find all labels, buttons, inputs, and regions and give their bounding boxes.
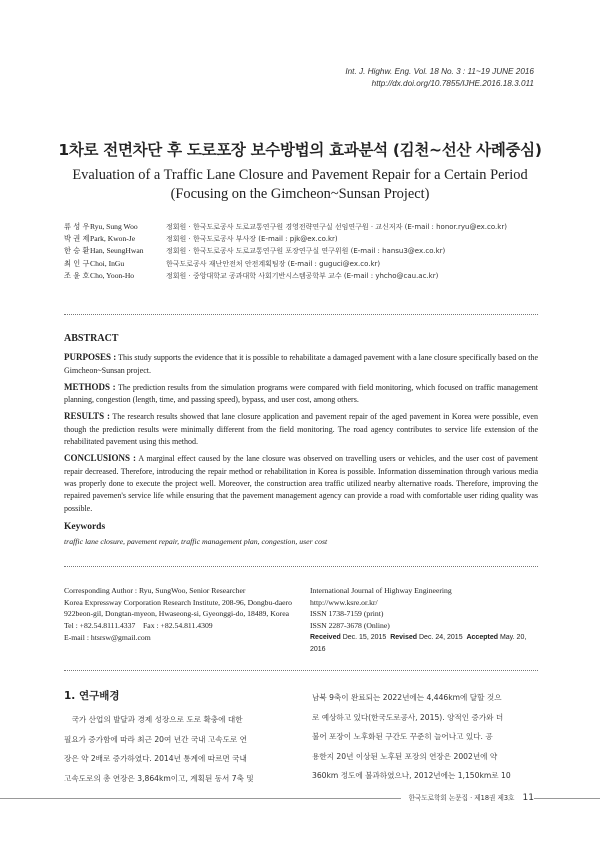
- author-affiliation: 한국도로공사 재난안전처 안전계획팀장 (E-mail : guguci@ex.co.kr): [166, 259, 381, 268]
- article-dates: [310, 632, 540, 655]
- body-line: 불어 포장이 노후화된 구간도 꾸준히 늘어나고 있다. 공: [312, 732, 493, 742]
- body-column-right: [312, 688, 538, 786]
- author-row: [64, 258, 507, 270]
- purposes-label: PURPOSES :: [64, 352, 117, 363]
- body-line: 360km 정도에 불과하였으나, 2012년에는 1,150km로 10: [312, 771, 511, 781]
- author-name-english: Han, SeungHwan: [90, 246, 144, 256]
- methods-text: The prediction results from the simulation programs were compared with field monitoring, which focused on traffic management planning, congestion (length, time, and passing speed), bypass, and user cost, among others.: [64, 382, 538, 405]
- keywords-heading: Keywords: [64, 521, 106, 532]
- keywords-text: traffic lane closure, pavement repair, traffic management plan, congestion, user cost: [64, 537, 328, 547]
- author-row: [64, 270, 507, 282]
- title-korean: 1차로 전면차단 후 도로포장 보수방법의 효과분석 (김천~선산 사례중심): [58, 141, 542, 159]
- title-english-line1: Evaluation of a Traffic Lane Closure and Pavement Repair for a Certain Period: [72, 167, 528, 183]
- methods-label: METHODS :: [64, 381, 116, 392]
- author-affiliation: 정회원 · 한국도로공사 도로교통연구원 포장연구실 연구위원 (E-mail : hansu3@ex.co.kr): [166, 247, 446, 256]
- results-text: The research results showed that lane closure application and pavement repair of the aged pavement in Korea were possible, even though the prediction results were minimally different from the field monitoring. The road agency contributes to service life extension of the rehabilitated pavement using this method.: [64, 412, 538, 447]
- conclusions-text: A marginal effect caused by the lane closure was observed on travelling users or vehicles, and the user cost of pavement repair decreased. Therefore, introducing the repair method or rehabilitation in Korea is possible. Information dissemination through various media was properly done to execute the project well. Moreover, the construction area traffic utilized nearby alternative roads. Therefore, improving the repaired pavemen's service life while ensuring that the pavement management agency can provide a road with comfortable user riding quality was possible.: [64, 454, 538, 513]
- abstract-results: [64, 410, 538, 448]
- body-line: 장은 약 2배로 증가하였다. 2014년 통계에 따르면 국내: [64, 754, 247, 764]
- revised-label: Revised: [390, 633, 418, 641]
- author-affiliation: 정회원 · 한국도로공사 부사장 (E-mail : pjk@ex.co.kr): [166, 235, 338, 244]
- page-number: 11: [522, 793, 534, 803]
- body-line: 남북 9축이 완료되는 2022년에는 4,446km에 달할 것으: [312, 693, 502, 702]
- body-line: 용한지 20년 이상된 노후된 포장의 연장은 2002년에 약: [312, 751, 498, 761]
- journal-name: International Journal of Highway Engineering: [310, 586, 452, 595]
- section-heading: 1. 연구배경: [64, 690, 120, 702]
- body-column-left: [64, 710, 290, 788]
- footer-text: [401, 790, 534, 807]
- author-name-english: Park, Kwon-Je: [90, 234, 136, 244]
- issn-online: ISSN 2287-3678 (Online): [310, 621, 390, 631]
- author-name-korean: 류 성 우: [64, 222, 90, 231]
- author-name-english: Cho, Yoon-Ho: [90, 270, 135, 280]
- page-footer: [0, 787, 600, 811]
- corr-line: 922beon-gil, Dongtan-myeon, Hwaseong-si, Gyeonggi-do, 18489, Korea: [64, 609, 290, 619]
- journal-url[interactable]: http://www.ksre.or.kr/: [310, 597, 378, 607]
- divider-bottom: [64, 670, 538, 671]
- doi-link[interactable]: http://dx.doi.org/10.7855/IJHE.2016.18.3.011: [371, 79, 534, 88]
- title-english: [0, 166, 600, 204]
- results-label: RESULTS :: [64, 411, 110, 422]
- abstract-purposes: [64, 351, 538, 377]
- author-name-korean: 박 권 제: [64, 234, 90, 244]
- author-row: [64, 221, 507, 233]
- abstract-heading: ABSTRACT: [64, 333, 119, 344]
- body-line: 필요가 증가함에 따라 최근 20여 년간 국내 고속도로 연: [64, 734, 248, 744]
- author-name-english: Ryu, Sung Woo: [90, 222, 138, 231]
- author-affiliation: 정회원 · 중앙대학교 공과대학 사회기반시스템공학부 교수 (E-mail : yhcho@cau.ac.kr): [166, 271, 439, 280]
- purposes-text: This study supports the evidence that it is possible to rehabilitate a damaged pavement with a lane closure specifically based on the Gimcheon~Sunsan project.: [64, 353, 538, 375]
- received-label: Received: [310, 633, 341, 641]
- author-list: [64, 221, 507, 282]
- abstract-section: [64, 333, 538, 548]
- accepted-date: May. 20, 2016: [310, 633, 527, 653]
- journal-citation: Int. J. Highw. Eng. Vol. 18 No. 3 : 11~19 JUNE 2016: [345, 67, 534, 76]
- title-english-line2: (Focusing on the Gimcheon~Sunsan Project): [170, 186, 430, 202]
- corr-email[interactable]: E-mail : htsrsw@gmail.com: [64, 632, 151, 642]
- footer-journal: 한국도로학회 논문집 · 제18권 제3호: [408, 794, 515, 802]
- body-line: 국가 산업의 발달과 경제 성장으로 도로 확충에 대한: [64, 715, 243, 724]
- body-line: 고속도로의 총 연장은 3,864km이고, 계획된 동서 7축 및: [64, 773, 254, 783]
- abstract-conclusions: [64, 452, 538, 514]
- journal-header: [345, 66, 534, 90]
- divider-top: [64, 314, 538, 315]
- abstract-methods: [64, 381, 538, 407]
- author-row: [64, 233, 507, 245]
- author-affiliation: 정회원 · 한국도로공사 도로교통연구원 경영전략연구실 선임연구원 · 교신저자 (E-mail : honor.ryu@ex.co.kr): [166, 223, 507, 231]
- author-row: [64, 245, 507, 257]
- received-date: Dec. 15, 2015: [342, 633, 387, 641]
- author-name-korean: 한 승 환: [64, 246, 90, 256]
- journal-info-block: [310, 585, 540, 655]
- corr-line: Corresponding Author : Ryu, SungWoo, Senior Researcher: [64, 586, 246, 595]
- accepted-label: Accepted: [466, 633, 498, 641]
- author-name-korean: 최 인 구: [64, 258, 90, 268]
- author-name-english: Choi, InGu: [90, 258, 125, 268]
- conclusions-label: CONCLUSIONS :: [64, 453, 137, 464]
- body-line: 로 예상하고 있다(한국도로공사, 2015). 양적인 증가와 더: [312, 712, 504, 722]
- author-name-korean: 조 윤 호: [64, 270, 90, 280]
- divider-middle: [64, 566, 538, 567]
- corresponding-author-block: [64, 585, 294, 644]
- corr-line: Tel : +82.54.8111.4337 Fax : +82.54.811.4309: [64, 621, 213, 631]
- corr-line: Korea Expressway Corporation Research Institute, 208-96, Dongbu-daero: [64, 597, 292, 607]
- revised-date: Dec. 24, 2015: [419, 633, 463, 641]
- issn-print: ISSN 1738-7159 (print): [310, 609, 384, 619]
